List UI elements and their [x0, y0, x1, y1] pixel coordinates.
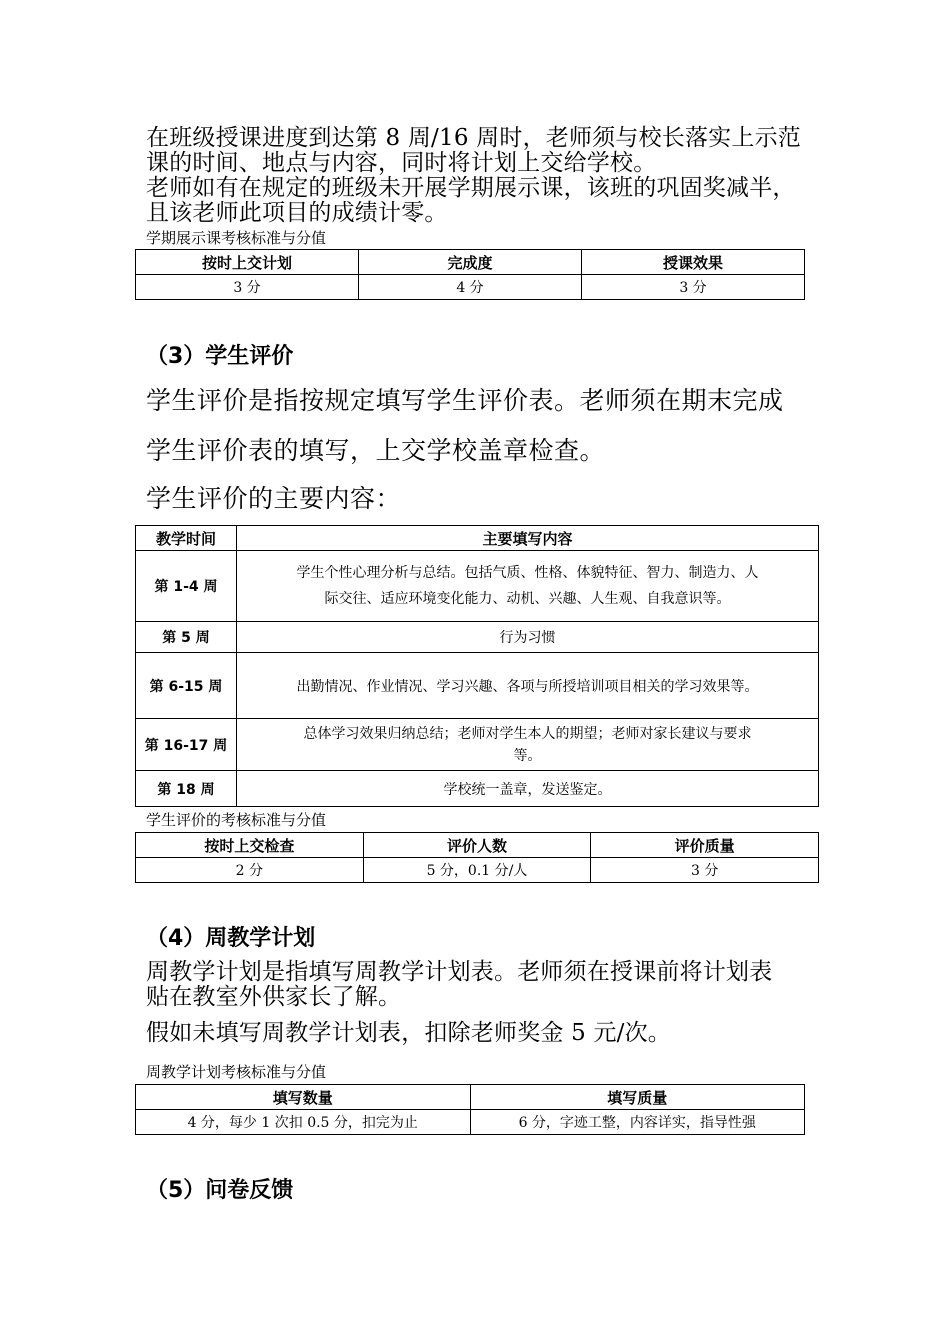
table-cell: 2 分: [136, 858, 364, 883]
table-header: 评价人数: [363, 833, 591, 858]
paragraph: 假如未填写周教学计划表，扣除老师奖金 5 元/次。: [146, 1020, 672, 1046]
weekly-plan-score-table: [135, 1084, 805, 1135]
section-heading: （3）学生评价: [146, 344, 294, 369]
table-header: 评价质量: [591, 833, 819, 858]
table-row: [136, 719, 819, 771]
row-time: 第 6-15 周: [136, 653, 237, 719]
row-content: [237, 551, 819, 622]
table-header: 按时上交检查: [136, 833, 364, 858]
intro-line: 课的时间、地点与内容，同时将计划上交给学校。: [146, 150, 657, 176]
table-cell: 5 分，0.1 分/人: [363, 858, 591, 883]
row-content: 学校统一盖章，发送鉴定。: [237, 771, 819, 807]
table-header: 完成度: [359, 250, 582, 275]
intro-line: 在班级授课进度到达第 8 周/16 周时，老师须与校长落实上示范: [146, 125, 801, 151]
row-content-line: 总体学习效果归纳总结；老师对学生本人的期望；老师对家长建议与要求: [303, 725, 752, 742]
table-header: 授课效果: [582, 250, 805, 275]
row-content: 出勤情况、作业情况、学习兴趣、各项与所授培训项目相关的学习效果等。: [237, 653, 819, 719]
row-time: 第 16-17 周: [136, 719, 237, 771]
row-time: 第 1-4 周: [136, 551, 237, 622]
row-content: [237, 719, 819, 771]
table-header: 填写数量: [136, 1085, 471, 1110]
display-lesson-score-table: [135, 249, 805, 300]
intro-line: 且该老师此项目的成绩计零。: [146, 200, 448, 226]
row-content: 行为习惯: [237, 622, 819, 653]
table-row: [136, 551, 819, 622]
table-caption: 学期展示课考核标准与分值: [146, 229, 327, 247]
row-content-line: 等。: [513, 747, 542, 764]
table-cell: 6 分，字迹工整，内容详实，指导性强: [470, 1110, 805, 1135]
table-cell: 3 分: [591, 858, 819, 883]
paragraph: [146, 960, 826, 1010]
row-time: 第 18 周: [136, 771, 237, 807]
row-time: 第 5 周: [136, 622, 237, 653]
table-cell: 3 分: [582, 275, 805, 300]
table-caption: 学生评价的考核标准与分值: [146, 811, 327, 829]
table-header: 按时上交计划: [136, 250, 359, 275]
intro-paragraph: [146, 126, 826, 226]
table-caption: 周教学计划考核标准与分值: [146, 1063, 327, 1081]
student-evaluation-content-table: [135, 525, 819, 807]
section-heading: （5）问卷反馈: [146, 1178, 294, 1203]
paragraph: 学生评价的主要内容：: [146, 484, 402, 513]
table-header: 填写质量: [470, 1085, 805, 1110]
table-cell: 4 分，每少 1 次扣 0.5 分，扣完为止: [136, 1110, 471, 1135]
paragraph: 学生评价表的填写，上交学校盖章检查。: [146, 436, 606, 465]
paragraph: 学生评价是指按规定填写学生评价表。老师须在期末完成: [146, 386, 784, 415]
table-header: 主要填写内容: [237, 526, 819, 551]
table-row: [136, 771, 819, 807]
paragraph-line: 周教学计划是指填写周教学计划表。老师须在授课前将计划表: [146, 959, 773, 985]
student-evaluation-score-table: [135, 832, 819, 883]
table-header: 教学时间: [136, 526, 237, 551]
table-cell: 4 分: [359, 275, 582, 300]
table-row: [136, 622, 819, 653]
intro-line: 老师如有在规定的班级未开展学期展示课，该班的巩固奖减半，: [146, 175, 796, 201]
section-heading: （4）周教学计划: [146, 926, 316, 951]
table-cell: 3 分: [136, 275, 359, 300]
row-content-line: 学生个性心理分析与总结。包括气质、性格、体貌特征、智力、制造力、人: [296, 565, 759, 581]
paragraph-line: 贴在教室外供家长了解。: [146, 984, 402, 1010]
row-content-line: 际交往、适应环境变化能力、动机、兴趣、人生观、自我意识等。: [324, 591, 731, 607]
table-row: [136, 653, 819, 719]
